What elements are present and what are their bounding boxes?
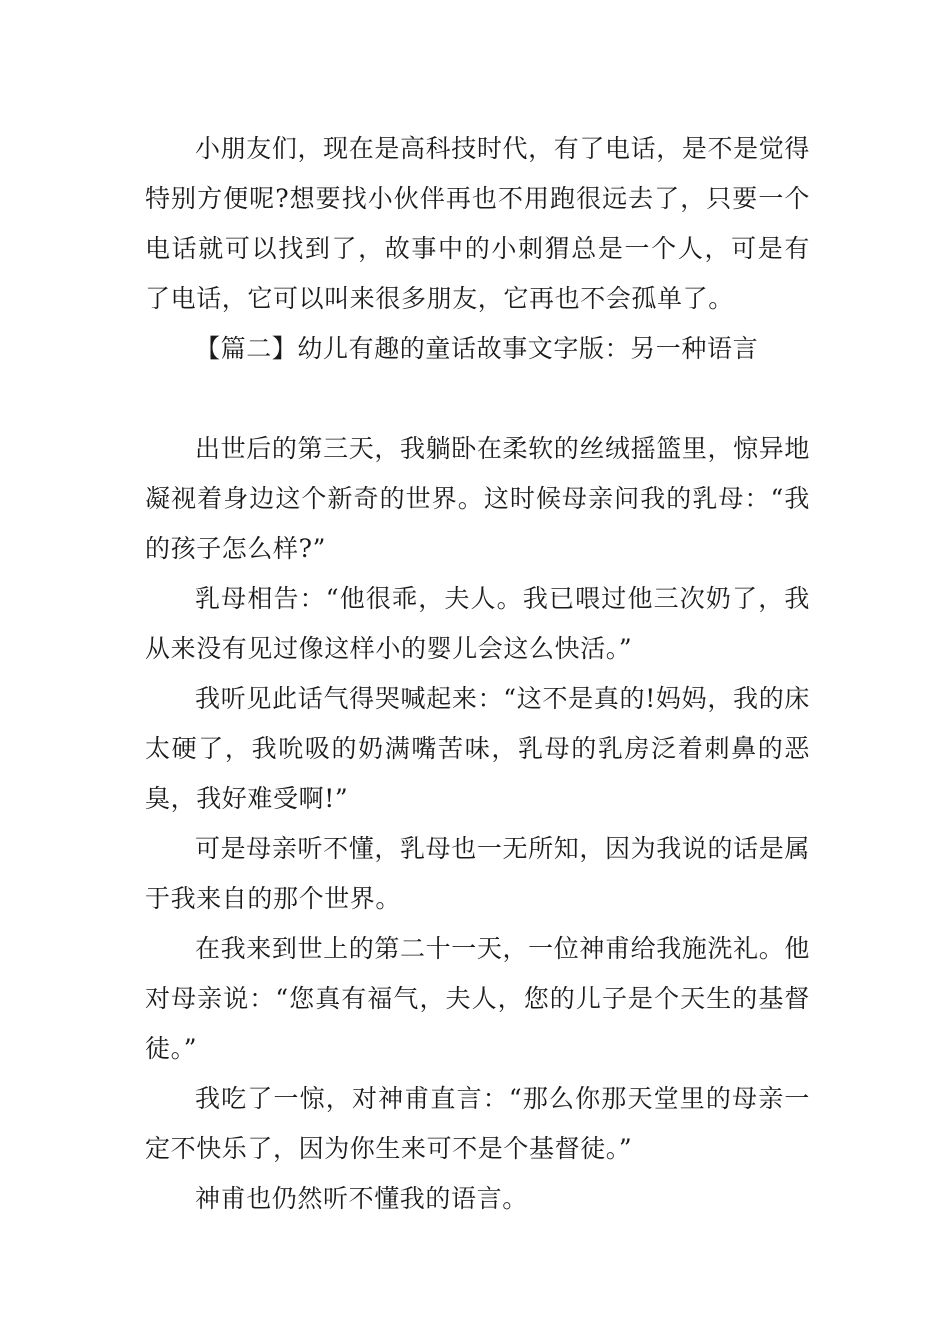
paragraph-4: 可是母亲听不懂，乳母也一无所知，因为我说的话是属于我来自的那个世界。 (145, 834, 810, 913)
paragraph-intro-moral: 小朋友们，现在是高科技时代，有了电话，是不是觉得特别方便呢?想要找小伙伴再也不用跑很远去了，只要一个电话就可以找到了，故事中的小刺猬总是一个人，可是有了电话，它可以叫来很多朋友，它再也不会孤单了。 (145, 134, 810, 313)
paragraph-7: 神甫也仍然听不懂我的语言。 (195, 1184, 528, 1213)
paragraph-6: 我吃了一惊，对神甫直言：“那么你那天堂里的母亲一定不快乐了，因为你生来可不是个基督徒。” (145, 1084, 810, 1163)
paragraph-5: 在我来到世上的第二十一天，一位神甫给我施洗礼。他对母亲说：“您真有福气，夫人，您的儿子是个天生的基督徒。” (145, 934, 810, 1063)
blank-line (145, 374, 810, 424)
paragraph-2: 乳母相告：“他很乖，夫人。我已喂过他三次奶了，我从来没有见过像这样小的婴儿会这么快活。” (145, 584, 810, 663)
section-heading: 【篇二】幼儿有趣的童话故事文字版：另一种语言 (195, 334, 759, 363)
paragraph-3: 我听见此话气得哭喊起来：“这不是真的!妈妈，我的床太硬了，我吮吸的奶满嘴苦味，乳母的乳房泛着刺鼻的恶臭，我好难受啊!” (145, 684, 810, 813)
paragraph-1: 出世后的第三天，我躺卧在柔软的丝绒摇篮里，惊异地凝视着身边这个新奇的世界。这时候母亲问我的乳母：“我的孩子怎么样?” (145, 434, 810, 563)
document-body (145, 124, 810, 1224)
